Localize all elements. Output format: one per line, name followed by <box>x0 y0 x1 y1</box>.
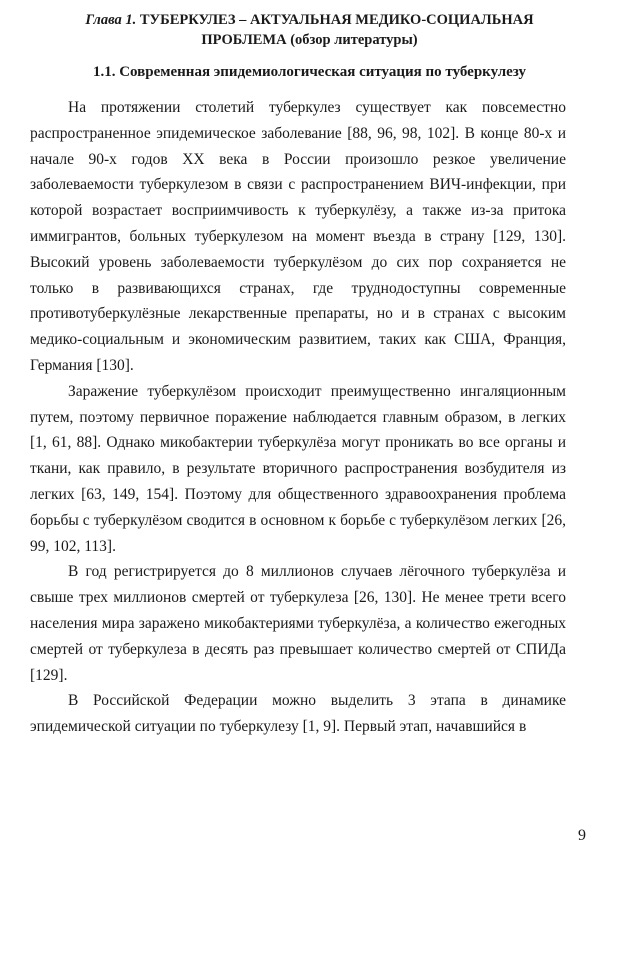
chapter-label: Глава 1. <box>85 12 137 28</box>
paragraph-1: На протяжении столетий туберкулез существует как повсеместно распространенное эпидемическое заболевание [88, 96, 98, 102]. В конце 80-х и начале 90-х годов XX века в России произошло резкое увеличение заболеваемости туберкулезом в связи с распространением ВИЧ-инфекции, при которой возрастает восприимчивость к туберкулёзу, а также из-за притока иммигрантов, больных туберкулезом на момент въезда в страну [129, 130]. Высокий уровень заболеваемости туберкулёзом до сих пор сохраняется не только в развивающихся странах, где труднодоступны современные противотуберкулёзные лекарственные препараты, но и в странах с высоким медико-социальным и экономическим развитием, таких как США, Франция, Германия [130]. <box>30 99 566 374</box>
paragraph-4: В Российской Федерации можно выделить 3 этапа в динамике эпидемической ситуации по туберкулезу [1, 9]. Первый этап, начавшийся в <box>30 692 566 736</box>
paragraph-3: В год регистрируется до 8 миллионов случаев лёгочного туберкулёза и свыше трех миллионов смертей от туберкулеза [26, 130]. Не менее трети всего населения мира заражено микобактериями туберкулёза, а количество ежегодных смертей от туберкулеза в десять раз превышает количество смертей от СПИДа [129]. <box>30 563 566 684</box>
section-title: 1.1. Современная эпидемиологическая ситуация по туберкулезу <box>92 64 527 80</box>
chapter-title-line2: ПРОБЛЕМА (обзор литературы) <box>201 32 418 48</box>
chapter-title <box>40 10 579 50</box>
paragraph-2: Заражение туберкулёзом происходит преимущественно ингаляционным путем, поэтому первичное поражение наблюдается главным образом, в легких [1, 61, 88]. Однако микобактерии туберкулёза могут проникать во все органы и ткани, как правило, в результате вторичного распространения возбудителя из легких [63, 149, 154]. Поэтому для общественного здравоохранения проблема борьбы с туберкулёзом сводится в основном к борьбе с туберкулёзом легких [26, 99, 102, 113]. <box>30 382 566 555</box>
chapter-title-line1: ТУБЕРКУЛЕЗ – АКТУАЛЬНАЯ МЕДИКО-СОЦИАЛЬНАЯ <box>139 12 534 28</box>
page-number: 9 <box>578 827 586 844</box>
body-text <box>30 95 566 740</box>
